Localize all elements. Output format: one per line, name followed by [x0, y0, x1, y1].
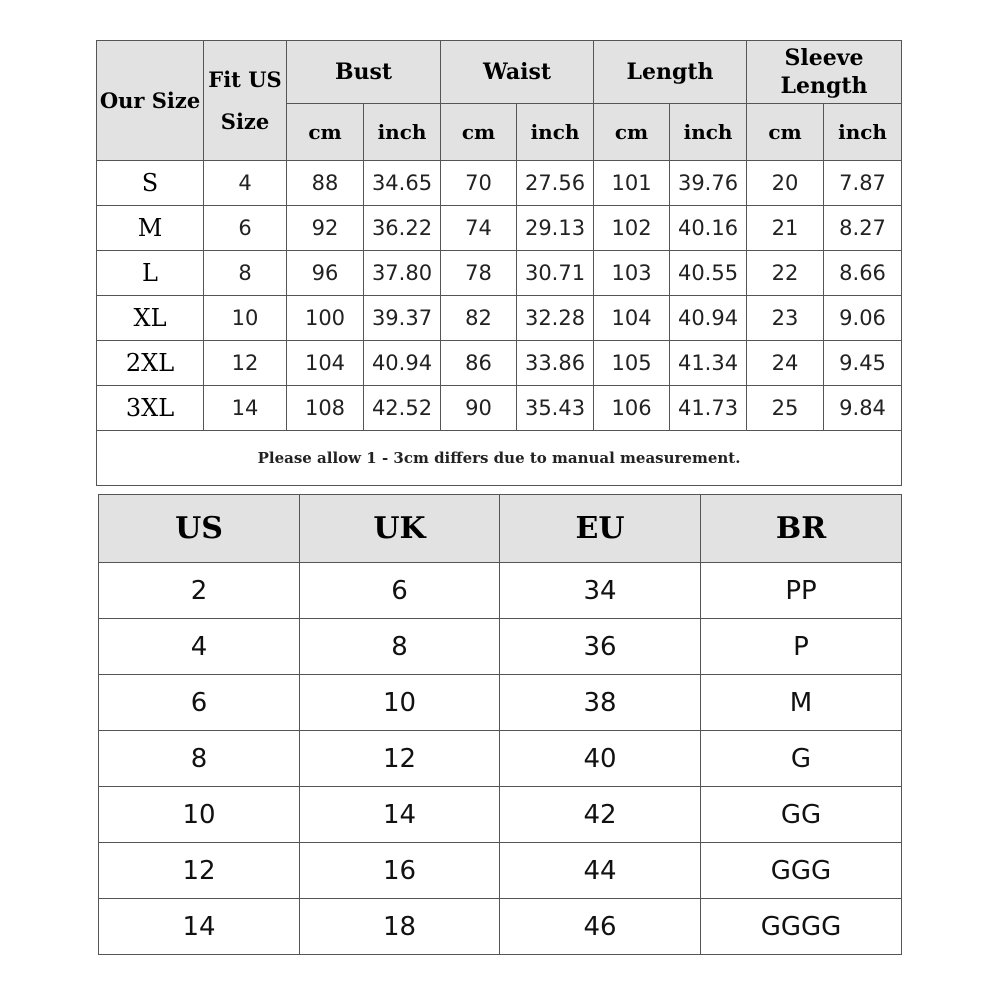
size-chart-table [96, 40, 902, 486]
table-cell: 34 [500, 563, 701, 619]
table-cell: 103 [594, 251, 670, 296]
table-cell: 86 [441, 341, 517, 386]
table-cell: M [701, 675, 902, 731]
table-cell: 30.71 [517, 251, 594, 296]
table-cell: 100 [287, 296, 364, 341]
table-cell: 39.37 [364, 296, 441, 341]
table-cell: 70 [441, 161, 517, 206]
table-cell: 40.94 [364, 341, 441, 386]
table-cell: 101 [594, 161, 670, 206]
measurement-note: Please allow 1 - 3cm differs due to manual measurement. [97, 431, 902, 486]
header-our-size: Our Size [97, 41, 204, 161]
header-sleeve-line1: Sleeve [784, 45, 864, 71]
table-cell: 42.52 [364, 386, 441, 431]
table-cell: 42 [500, 787, 701, 843]
header-fit-us-line1: Fit US [208, 66, 282, 92]
table-cell: P [701, 619, 902, 675]
table-cell: 8 [99, 731, 300, 787]
table-cell: 9.84 [824, 386, 902, 431]
header-waist-inch: inch [517, 104, 594, 161]
table-cell: 16 [300, 843, 500, 899]
header-sleeve-line2: Length [780, 73, 868, 99]
header-waist: Waist [441, 41, 594, 104]
header-length: Length [594, 41, 747, 104]
table-row [97, 161, 902, 206]
table-cell: 29.13 [517, 206, 594, 251]
table-cell: GG [701, 787, 902, 843]
table-row [99, 843, 902, 899]
header-fit-us-line2: Size [220, 108, 270, 134]
table-cell: 20 [747, 161, 824, 206]
header-br: BR [701, 495, 902, 563]
table-cell: 10 [99, 787, 300, 843]
table-cell: 96 [287, 251, 364, 296]
table-cell: G [701, 731, 902, 787]
table-cell: 12 [99, 843, 300, 899]
table-cell: 44 [500, 843, 701, 899]
table-row [99, 787, 902, 843]
table-cell: 35.43 [517, 386, 594, 431]
table-cell: 40 [500, 731, 701, 787]
size-chart-body [97, 161, 902, 486]
table-cell: 8 [204, 251, 287, 296]
table-cell: 6 [99, 675, 300, 731]
table-cell: 40.55 [670, 251, 747, 296]
table-cell: 6 [300, 563, 500, 619]
table-cell: 46 [500, 899, 701, 955]
size-conversion-table [98, 494, 902, 955]
table-cell: 34.65 [364, 161, 441, 206]
header-us: US [99, 495, 300, 563]
size-cell: M [97, 206, 204, 251]
table-row [97, 341, 902, 386]
note-row [97, 431, 902, 486]
table-cell: 6 [204, 206, 287, 251]
table-cell: 88 [287, 161, 364, 206]
size-cell: 2XL [97, 341, 204, 386]
table-cell: 14 [300, 787, 500, 843]
table-cell: 36.22 [364, 206, 441, 251]
header-uk: UK [300, 495, 500, 563]
table-cell: 41.34 [670, 341, 747, 386]
table-cell: GGGG [701, 899, 902, 955]
header-sleeve-inch: inch [824, 104, 902, 161]
table-cell: 7.87 [824, 161, 902, 206]
header-sleeve-length [747, 41, 902, 104]
table-cell: 74 [441, 206, 517, 251]
table-cell: 4 [99, 619, 300, 675]
table-cell: 9.06 [824, 296, 902, 341]
table-cell: 8 [300, 619, 500, 675]
table-cell: 108 [287, 386, 364, 431]
table-cell: 24 [747, 341, 824, 386]
table-cell: 82 [441, 296, 517, 341]
size-cell: S [97, 161, 204, 206]
table-cell: 8.27 [824, 206, 902, 251]
header-bust-cm: cm [287, 104, 364, 161]
table-cell: 104 [594, 296, 670, 341]
table-cell: 14 [99, 899, 300, 955]
table-row [99, 899, 902, 955]
table-cell: 41.73 [670, 386, 747, 431]
header-sleeve-cm: cm [747, 104, 824, 161]
table-cell: 78 [441, 251, 517, 296]
header-eu: EU [500, 495, 701, 563]
table-cell: 105 [594, 341, 670, 386]
table-row [97, 296, 902, 341]
table-cell: 39.76 [670, 161, 747, 206]
header-fit-us-size [204, 41, 287, 161]
table-cell: 32.28 [517, 296, 594, 341]
table-cell: 12 [300, 731, 500, 787]
size-cell: L [97, 251, 204, 296]
table-row [99, 675, 902, 731]
table-cell: 12 [204, 341, 287, 386]
header-length-cm: cm [594, 104, 670, 161]
table-row [99, 563, 902, 619]
table-cell: 25 [747, 386, 824, 431]
header-waist-cm: cm [441, 104, 517, 161]
table-cell: 40.94 [670, 296, 747, 341]
table-cell: 22 [747, 251, 824, 296]
header-bust-inch: inch [364, 104, 441, 161]
table-row [99, 619, 902, 675]
table-cell: 14 [204, 386, 287, 431]
table-cell: 10 [300, 675, 500, 731]
table-cell: 106 [594, 386, 670, 431]
table-cell: 36 [500, 619, 701, 675]
table-cell: 40.16 [670, 206, 747, 251]
table-cell: PP [701, 563, 902, 619]
table-cell: 37.80 [364, 251, 441, 296]
table-cell: 8.66 [824, 251, 902, 296]
table-row [97, 206, 902, 251]
table-cell: 21 [747, 206, 824, 251]
table-cell: 27.56 [517, 161, 594, 206]
table-row [97, 386, 902, 431]
table-cell: 92 [287, 206, 364, 251]
size-cell: 3XL [97, 386, 204, 431]
table-cell: 38 [500, 675, 701, 731]
table-row [99, 731, 902, 787]
table-cell: 104 [287, 341, 364, 386]
table-cell: 33.86 [517, 341, 594, 386]
table-row [97, 251, 902, 296]
table-cell: 2 [99, 563, 300, 619]
table-cell: 102 [594, 206, 670, 251]
header-bust: Bust [287, 41, 441, 104]
table-cell: 10 [204, 296, 287, 341]
table-cell: 23 [747, 296, 824, 341]
table-cell: 90 [441, 386, 517, 431]
table-cell: 9.45 [824, 341, 902, 386]
table-cell: GGG [701, 843, 902, 899]
size-cell: XL [97, 296, 204, 341]
conversion-body [99, 563, 902, 955]
table-cell: 18 [300, 899, 500, 955]
table-cell: 4 [204, 161, 287, 206]
header-length-inch: inch [670, 104, 747, 161]
